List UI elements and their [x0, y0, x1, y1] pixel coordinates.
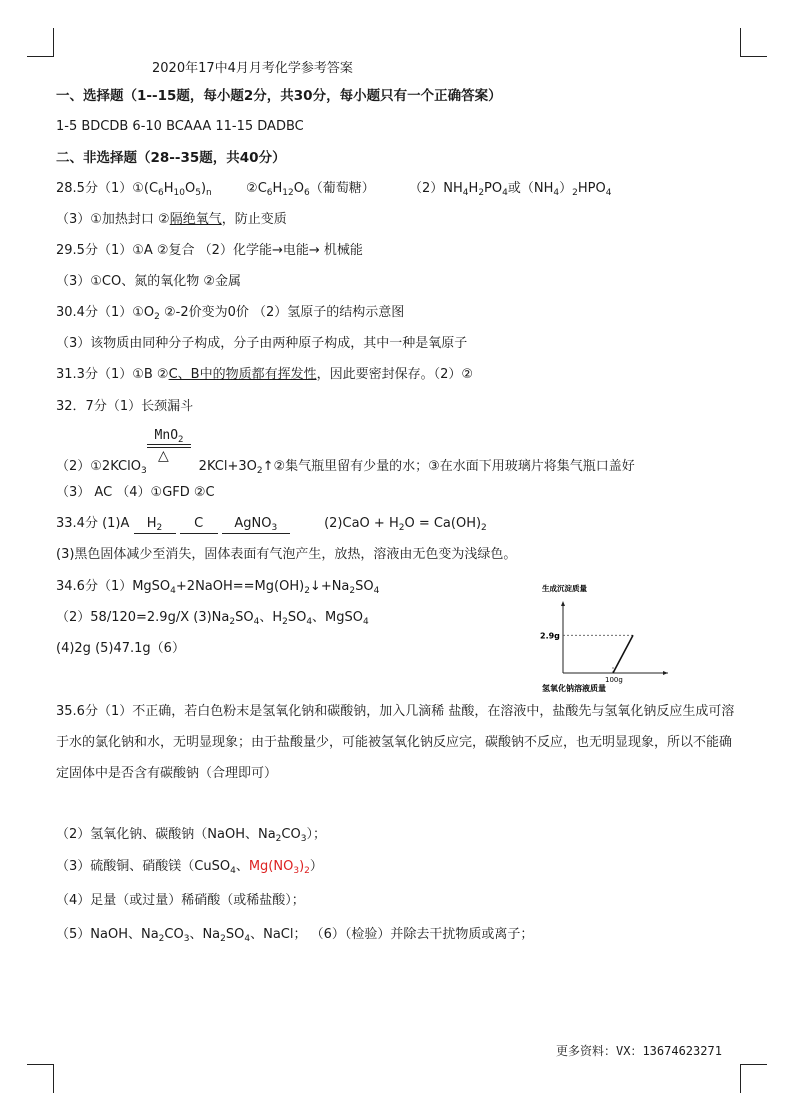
q28-line1: 28.5分$(1)①(C_6H_{10}O_5)_n$ $②C_6H_{12}O_6$（葡萄糖） $(2)NH_4H_2PO_4$或$(NH_4)_2HPO_4$: [56, 181, 612, 198]
crop-mark-top-right: [740, 28, 767, 57]
q34-line2: （2）58/120=2.9g/X $(3)Na_2SO_4$、$H_2SO_4$、MgSO$_4$: [56, 610, 369, 627]
q29-line2: （3）①CO、氮的氧化物 ②金属: [56, 274, 242, 289]
q32-line1: 32．7分（1）长颈漏斗: [56, 399, 194, 414]
crop-mark-bottom-left: [27, 1064, 54, 1093]
footer-contact: 更多资料：VX：13674623271: [556, 1044, 722, 1058]
q35-line5: （5）NaOH、$Na_2CO_3$、$Na_2SO_4$、NaCl； （6）（检验）并除去干扰物质或离子；: [56, 927, 534, 944]
q33-line2: (3)黑色固体减少至消失，固体表面有气泡产生，放热，溶液由无色变为浅绿色。: [56, 547, 517, 562]
q33-line1: 33.4分 (1)A $H_2$ C AgNO$_3$ $(2)CaO + H_2O = Ca(OH)_2$: [56, 516, 487, 533]
chart-x-tick-label: 100g: [605, 676, 623, 684]
chart-y-label: 生成沉淀质量: [542, 584, 587, 593]
q35-line2: （2）氢氧化钠、碳酸钠（NaOH、$Na_2CO_3$）；: [56, 827, 326, 844]
q35-paragraph: 35.6分（1）不正确，若白色粉末是氢氧化钠和碳酸钠，加入几滴稀 盐酸，在溶液中，盐酸先与氢氧化钠反应生成可溶于水的氯化钠和水，无明显现象；由于盐酸量少，可能被氢氧化钠反应完，碳酸钠不反应，也无明显现象，所以不能确定固体中是否含有碳酸钠（合理即可）: [56, 704, 735, 781]
reaction-arrow-bar: [147, 447, 191, 448]
q30-line1: 30.4分$(1)①O_2$ ②-2价变为0价 （2）氢原子的结构示意图: [56, 305, 405, 322]
chart-y-arrow: [561, 601, 565, 606]
chart-x-arrow: [663, 671, 668, 675]
heat-symbol: △: [158, 448, 169, 464]
q29-line1: 29.5分（1）①A ②复合 （2）化学能→电能→ 机械能: [56, 243, 363, 258]
crop-mark-bottom-right: [740, 1064, 767, 1093]
chart-series-line: [613, 635, 633, 673]
q31-line: 31.3分（1）①B ②C、B中的物质都有挥发性，因此要密封保存。（2）②: [56, 367, 474, 382]
chart-y-tick-label: 2.9g: [540, 631, 560, 641]
chart-x-label: 氢氧化钠溶液质量: [542, 684, 606, 693]
q28-line2: （3）①加热封口 ②隔绝氧气，防止变质: [56, 212, 287, 227]
q32-line2: （2）①2KClO$_3$ $2KCl+3O_2↑②$集气瓶里留有少量的水；③在水面下用玻璃片将集气瓶口盖好: [56, 459, 635, 476]
q34-line1: 34.6分$(1)MgSO_4+2NaOH==Mg(OH)_2↓+Na_2SO_4$: [56, 579, 380, 596]
section1-heading: 一、选择题（1--15题，每小题2分，共30分，每小题只有一个正确答案）: [56, 88, 502, 104]
section2-heading: 二、非选择题（28--35题，共40分）: [56, 150, 286, 166]
q35-line4: （4）足量（或过量）稀硝酸（或稀盐酸）；: [56, 893, 305, 908]
precipitate-chart: [520, 583, 670, 695]
q32-line3: （3） AC （4）①GFD ②C: [56, 485, 215, 500]
catalyst-label: MnO$_2$: [147, 428, 191, 445]
crop-mark-top-left: [27, 28, 54, 57]
section1-answers: 1-5 BDCDB 6-10 BCAAA 11-15 DADBC: [56, 119, 304, 134]
q34-line3: (4)2g (5)47.1g（6）: [56, 641, 185, 656]
q35-line3: （3）硫酸铜、硝酸镁（CuSO$_4$、$Mg(NO_3)_2$）: [56, 859, 323, 876]
page-title: 2020年17中4月月考化学参考答案: [152, 61, 353, 76]
q30-line2: （3）该物质由同种分子构成，分子由两种原子构成，其中一种是氧原子: [56, 336, 468, 351]
